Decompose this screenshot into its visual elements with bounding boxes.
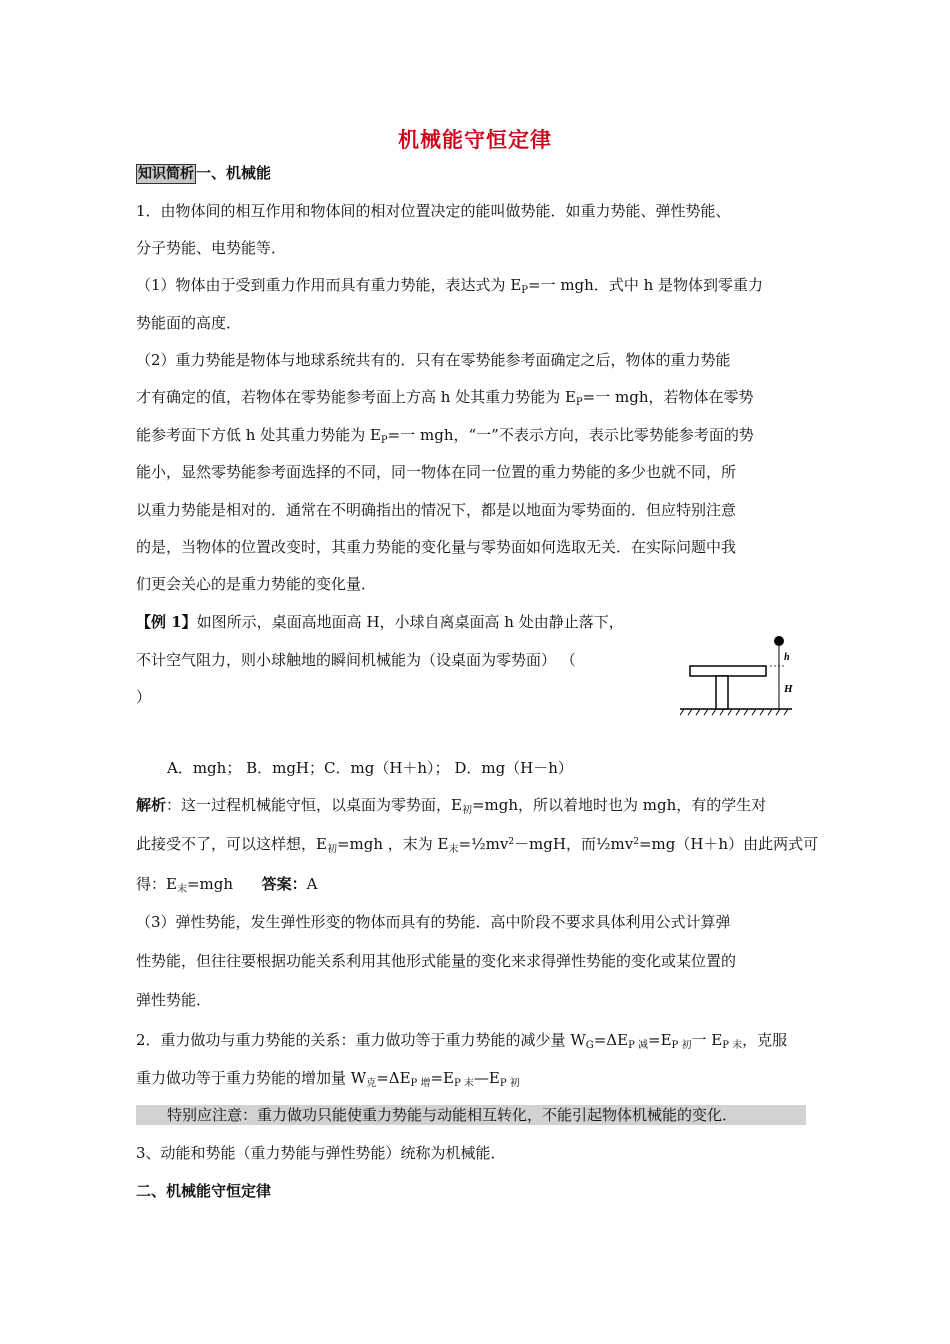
- para3-line6: 的是，当物体的位置改变时，其重力势能的变化量与零势面如何选取无关．在实际问题中我: [136, 538, 737, 556]
- solution-line1: [136, 795, 766, 818]
- subscript: P 减: [628, 1040, 649, 1051]
- superscript: 2: [633, 837, 639, 847]
- subscript: P 末: [454, 1078, 474, 1089]
- subscript: P 末: [722, 1040, 743, 1051]
- text-run: 此接受不了，可以这样想，E: [136, 835, 327, 853]
- text-run: =一 mgh，若物体在零势: [582, 388, 754, 406]
- text-run: 2．重力做功与重力势能的关系：重力做功等于重力势能的减少量 W: [136, 1031, 586, 1049]
- text-run: 重力做功等于重力势能的增加量 W: [136, 1069, 367, 1087]
- para4-line3: 弹性势能．: [136, 991, 212, 1009]
- text-run: =ΔE: [593, 1031, 629, 1049]
- example1-line3: ）: [136, 688, 152, 706]
- page-title: 机械能守恒定律: [398, 127, 552, 152]
- subscript: P 初: [671, 1040, 692, 1051]
- text-run: =ΔE: [376, 1069, 411, 1087]
- para6: 3、动能和势能（重力势能与弹性势能）统称为机械能．: [136, 1144, 506, 1162]
- text-run: －mgH，而½mv: [514, 835, 634, 853]
- text-run: =½mv: [458, 835, 509, 853]
- para2-line2: 势能面的高度．: [136, 314, 242, 332]
- text-run: =一 mgh，“一”不表示方向，表示比零势能参考面的势: [387, 426, 754, 444]
- example1-line1: [136, 612, 624, 632]
- text-run: =E: [430, 1069, 454, 1087]
- section1-heading: 一、机械能: [196, 164, 272, 182]
- subscript: P 增: [410, 1078, 431, 1089]
- solution-line3: [136, 874, 317, 897]
- text-run: 如图所示，桌面高地面高 H，小球自离桌面高 h 处由静止落下，: [196, 613, 624, 631]
- para4-line2: 性势能，但往往要根据功能关系利用其他形式能量的变化来求得弹性势能的变化或某位置的: [136, 952, 737, 970]
- para4-line1: （3）弹性势能，发生弹性形变的物体而具有的势能．高中阶段不要求具体利用公式计算弹: [136, 913, 731, 931]
- subscript: 初: [326, 844, 337, 855]
- text-run: =mg（H＋h）由此两式可: [638, 835, 819, 853]
- para1-line1: 1．由物体间的相互作用和物体间的相对位置决定的能叫做势能．如重力势能、弹性势能、: [136, 202, 731, 220]
- text-run: =E: [648, 1031, 672, 1049]
- text-run: 一 E: [691, 1031, 723, 1049]
- para3-line4: 能小，显然零势能参考面选择的不同，同一物体在同一位置的重力势能的多少也就不同，所: [136, 463, 737, 481]
- example1-line2: 不计空气阻力，则小球触地的瞬间机械能为（设桌面为零势面） （: [136, 651, 576, 669]
- answer-value: A: [306, 875, 318, 893]
- text-run: =mgh: [186, 875, 234, 893]
- solution-line2: [136, 834, 818, 857]
- subscript: 末: [448, 844, 459, 855]
- para3-line7: 们更会关心的是重力势能的变化量．: [136, 575, 377, 593]
- figure-label-H: H: [784, 683, 793, 695]
- text-run: ：这一过程机械能守恒，以桌面为零势面，E: [166, 796, 462, 814]
- subscript: 初: [461, 805, 472, 816]
- subscript: 末: [176, 884, 187, 895]
- table-ball-figure: [680, 634, 800, 716]
- text-run: 得：E: [136, 875, 177, 893]
- text-run: =一 mgh．式中 h 是物体到零重力: [528, 276, 764, 294]
- solution-label: 解析: [136, 796, 167, 814]
- section2-heading: 二、机械能守恒定律: [136, 1182, 272, 1200]
- para3-line2: [136, 387, 753, 410]
- subscript: P 初: [499, 1078, 520, 1089]
- subscript: 克: [366, 1078, 377, 1089]
- superscript: 2: [508, 837, 515, 847]
- section-heading-1: [136, 163, 271, 184]
- text-run: ，克服: [742, 1031, 788, 1049]
- text-run: =mgh，所以着地时也为 mgh，有的学生对: [471, 796, 767, 814]
- para2-line1: [136, 275, 763, 298]
- text-run: =mgh ，末为 E: [336, 835, 449, 853]
- answer-label: 答案：: [261, 875, 307, 893]
- subscript: P: [380, 435, 388, 446]
- para3-line3: [136, 425, 754, 448]
- text-run: —E: [473, 1069, 500, 1087]
- figure-label-h: h: [784, 652, 790, 663]
- para1-line2: 分子势能、电势能等．: [136, 239, 287, 257]
- subscript: P: [521, 285, 528, 296]
- example-label: 【例 1】: [136, 613, 197, 631]
- text-run: （1）物体由于受到重力作用而具有重力势能，表达式为 E: [136, 276, 522, 294]
- para3-line5: 以重力势能是相对的．通常在不明确指出的情况下，都是以地面为零势面的．但应特别注意: [136, 501, 737, 519]
- para3-line1: （2）重力势能是物体与地球系统共有的．只有在零势能参考面确定之后，物体的重力势能: [136, 351, 731, 369]
- subscript: G: [585, 1040, 594, 1051]
- text-run: 能参考面下方低 h 处其重力势能为 E: [136, 426, 381, 444]
- special-note: 特别应注意：重力做功只能使重力势能与动能相互转化，不能引起物体机械能的变化．: [167, 1106, 738, 1124]
- section-tag: 知识简析: [138, 166, 194, 182]
- para5-line2: [136, 1068, 520, 1091]
- example1-options: A．mgh； B．mgH；C．mg（H＋h）； D．mg（H－h）: [167, 759, 573, 777]
- subscript: P: [575, 397, 583, 408]
- text-run: 才有确定的值，若物体在零势能参考面上方高 h 处其重力势能为 E: [136, 388, 576, 406]
- para5-line1: [136, 1030, 787, 1053]
